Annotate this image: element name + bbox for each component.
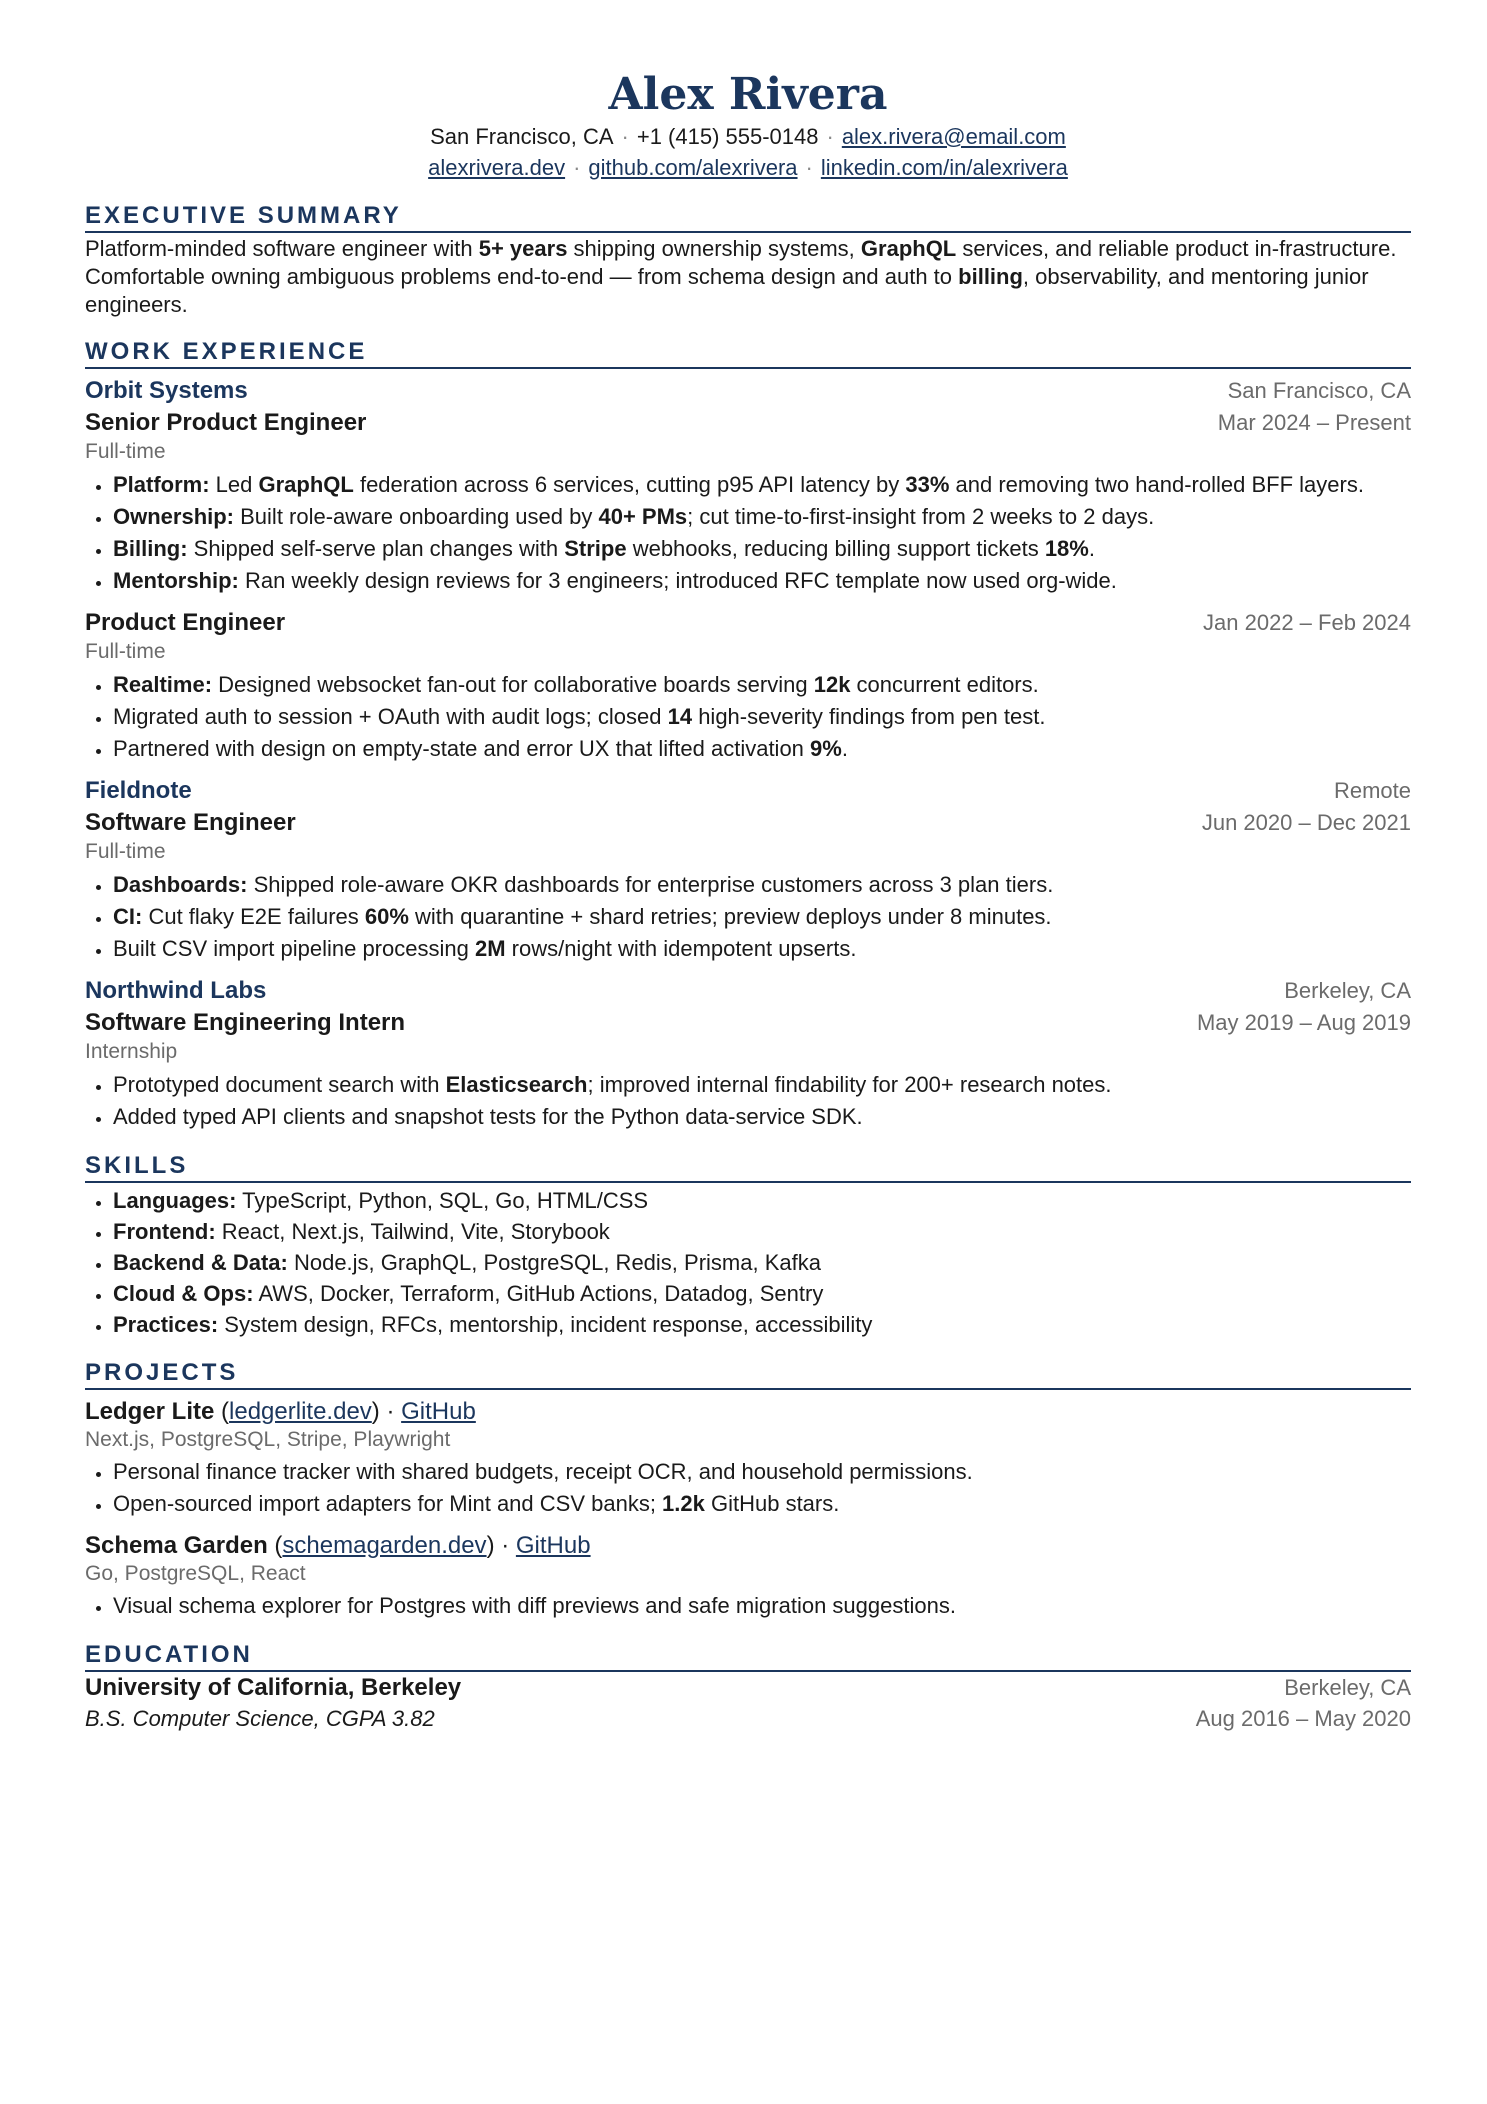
school-name: University of California, Berkeley bbox=[85, 1673, 462, 1701]
job-northwind bbox=[85, 975, 1411, 1133]
section-title-summary: EXECUTIVE SUMMARY bbox=[85, 201, 1411, 233]
list-item bbox=[113, 1069, 1411, 1101]
location: San Francisco, CA bbox=[430, 123, 614, 149]
bullet-bold: 33% bbox=[905, 471, 950, 497]
bullet-label: Ownership: bbox=[113, 503, 235, 529]
section-title-projects: PROJECTS bbox=[85, 1358, 1411, 1390]
bullet-text: Shipped self-serve plan changes with bbox=[187, 535, 565, 561]
linkedin-link[interactable]: linkedin.com/in/alexrivera bbox=[820, 154, 1068, 180]
role-block bbox=[85, 607, 1411, 765]
bullet-list bbox=[85, 669, 1411, 765]
role-dates: Mar 2024 – Present bbox=[1217, 409, 1411, 435]
bullet-text: Personal finance tracker with shared budgets, receipt OCR, and household permissions. bbox=[113, 1458, 973, 1484]
bullet-bold: 9% bbox=[810, 735, 842, 761]
skill-label: Cloud & Ops: bbox=[113, 1280, 254, 1306]
list-item bbox=[113, 669, 1411, 701]
project-title bbox=[85, 1396, 1411, 1428]
contact-line-2 bbox=[85, 152, 1411, 183]
project-github-link[interactable]: GitHub bbox=[401, 1397, 476, 1425]
employment-type: Full-time bbox=[85, 639, 166, 663]
bullet-list bbox=[85, 1456, 1411, 1520]
list-item bbox=[113, 1488, 1411, 1520]
role-row bbox=[85, 407, 1411, 439]
bullet-text: Shipped role-aware OKR dashboards for enterprise customers across 3 plan tiers. bbox=[247, 871, 1054, 897]
bullet-text: with quarantine + shard retries; preview deploys under 8 minutes. bbox=[408, 903, 1052, 929]
role-title: Software Engineering Intern bbox=[85, 1008, 406, 1036]
project-link[interactable]: ledgerlite.dev bbox=[229, 1397, 372, 1425]
separator: · bbox=[621, 123, 629, 149]
degree: B.S. Computer Science, CGPA 3.82 bbox=[85, 1705, 435, 1731]
company-row bbox=[85, 775, 1411, 807]
bullet-text: . bbox=[841, 735, 848, 761]
role-title: Product Engineer bbox=[85, 608, 286, 636]
bullet-text: Cut flaky E2E failures bbox=[142, 903, 365, 929]
separator: · bbox=[573, 154, 581, 180]
bullet-list bbox=[85, 469, 1411, 597]
bullet-text: Designed websocket fan-out for collaborative boards serving bbox=[212, 671, 814, 697]
list-item bbox=[113, 933, 1411, 965]
contact-line-1 bbox=[85, 121, 1411, 152]
role-title: Senior Product Engineer bbox=[85, 408, 367, 436]
paren: ( bbox=[214, 1397, 230, 1425]
bullet-text: Visual schema explorer for Postgres with diff previews and safe migration suggestions. bbox=[113, 1592, 956, 1618]
skill-item bbox=[113, 1309, 1411, 1340]
bullet-text: webhooks, reducing billing support tickets bbox=[626, 535, 1045, 561]
bullet-label: CI: bbox=[113, 903, 143, 929]
bullet-text: Prototyped document search with bbox=[113, 1071, 446, 1097]
skill-value: TypeScript, Python, SQL, Go, HTML/CSS bbox=[236, 1187, 649, 1213]
skill-label: Practices: bbox=[113, 1311, 219, 1337]
summary-bold: 5+ years bbox=[478, 235, 568, 261]
skill-label: Backend & Data: bbox=[113, 1249, 288, 1275]
bullet-label: Mentorship: bbox=[113, 567, 239, 593]
project-tech: Go, PostgreSQL, React bbox=[85, 1561, 306, 1585]
list-item bbox=[113, 733, 1411, 765]
bullet-list bbox=[85, 869, 1411, 965]
separator: · bbox=[805, 154, 813, 180]
bullet-text: Led bbox=[209, 471, 259, 497]
project-title bbox=[85, 1530, 1411, 1562]
company-name: Fieldnote bbox=[85, 776, 192, 804]
company-name: Northwind Labs bbox=[85, 976, 267, 1004]
skill-item bbox=[113, 1185, 1411, 1216]
bullet-text: ; improved internal findability for 200+ research notes. bbox=[587, 1071, 1112, 1097]
bullet-list bbox=[85, 1590, 1411, 1622]
skill-value: AWS, Docker, Terraform, GitHub Actions, Datadog, Sentry bbox=[253, 1280, 824, 1306]
bullet-text: . bbox=[1088, 535, 1095, 561]
bullet-text: concurrent editors. bbox=[850, 671, 1039, 697]
paren: ( bbox=[267, 1531, 283, 1559]
role-row bbox=[85, 607, 1411, 639]
bullet-text: Added typed API clients and snapshot tests for the Python data-service SDK. bbox=[113, 1103, 863, 1129]
bullet-label: Dashboards: bbox=[113, 871, 248, 897]
list-item bbox=[113, 469, 1411, 501]
skill-value: Node.js, GraphQL, PostgreSQL, Redis, Prisma, Kafka bbox=[287, 1249, 821, 1275]
skill-item bbox=[113, 1216, 1411, 1247]
list-item bbox=[113, 533, 1411, 565]
bullet-text: Partnered with design on empty-state and error UX that lifted activation bbox=[113, 735, 811, 761]
bullet-bold: Stripe bbox=[564, 535, 627, 561]
summary-text: Platform-minded software engineer with bbox=[85, 235, 479, 261]
skills-list bbox=[85, 1185, 1411, 1340]
skill-label: Frontend: bbox=[113, 1218, 216, 1244]
role-row bbox=[85, 1007, 1411, 1039]
education-row bbox=[85, 1672, 1411, 1704]
bullet-label: Realtime: bbox=[113, 671, 213, 697]
bullet-label: Billing: bbox=[113, 535, 188, 561]
project-name: Schema Garden bbox=[85, 1531, 268, 1559]
project-link[interactable]: schemagarden.dev bbox=[282, 1531, 487, 1559]
company-name: Orbit Systems bbox=[85, 376, 248, 404]
list-item bbox=[113, 501, 1411, 533]
summary-text: services, and reliable product in-frastructure. Comfortable owning ambiguous problems end-to-end — from schema design and auth to bbox=[85, 235, 1397, 289]
role-dates: Jan 2022 – Feb 2024 bbox=[1203, 609, 1411, 635]
section-title-education: EDUCATION bbox=[85, 1640, 1411, 1672]
employment-type: Internship bbox=[85, 1039, 178, 1063]
bullet-text: Built CSV import pipeline processing bbox=[113, 935, 475, 961]
separator: · bbox=[826, 123, 834, 149]
job-orbit bbox=[85, 375, 1411, 765]
list-item bbox=[113, 1590, 1411, 1622]
role-dates: May 2019 – Aug 2019 bbox=[1196, 1009, 1411, 1035]
bullet-bold: Elasticsearch bbox=[445, 1071, 588, 1097]
list-item bbox=[113, 565, 1411, 597]
skill-item bbox=[113, 1247, 1411, 1278]
job-fieldnote bbox=[85, 775, 1411, 965]
company-location: San Francisco, CA bbox=[1227, 377, 1411, 403]
bullet-bold: 1.2k bbox=[662, 1490, 705, 1516]
email-link[interactable]: alex.rivera@email.com bbox=[841, 123, 1066, 149]
employment-type: Full-time bbox=[85, 839, 166, 863]
list-item bbox=[113, 1101, 1411, 1133]
list-item bbox=[113, 1456, 1411, 1488]
bullet-bold: 18% bbox=[1044, 535, 1089, 561]
bullet-bold: GraphQL bbox=[258, 471, 354, 497]
summary-text: shipping ownership systems, bbox=[567, 235, 861, 261]
paren: ) · bbox=[486, 1531, 516, 1559]
project-tech: Next.js, PostgreSQL, Stripe, Playwright bbox=[85, 1427, 451, 1451]
company-row bbox=[85, 975, 1411, 1007]
role-row bbox=[85, 807, 1411, 839]
resume-page bbox=[85, 70, 1411, 1734]
github-link[interactable]: github.com/alexrivera bbox=[588, 154, 798, 180]
project-schema-garden bbox=[85, 1530, 1411, 1622]
summary-text: , observability, and mentoring junior engineers. bbox=[85, 263, 1369, 317]
bullet-text: Built role-aware onboarding used by bbox=[234, 503, 599, 529]
role-dates: Jun 2020 – Dec 2021 bbox=[1201, 809, 1411, 835]
employment-type: Full-time bbox=[85, 439, 166, 463]
section-title-experience: WORK EXPERIENCE bbox=[85, 337, 1411, 369]
bullet-text: ; cut time-to-first-insight from 2 weeks to 2 days. bbox=[687, 503, 1155, 529]
skill-label: Languages: bbox=[113, 1187, 237, 1213]
role-title: Software Engineer bbox=[85, 808, 296, 836]
bullet-text: Migrated auth to session + OAuth with audit logs; closed bbox=[113, 703, 668, 729]
section-title-skills: SKILLS bbox=[85, 1151, 1411, 1183]
paren: ) · bbox=[371, 1397, 402, 1425]
skill-item bbox=[113, 1278, 1411, 1309]
list-item bbox=[113, 901, 1411, 933]
skills-block bbox=[85, 1185, 1411, 1340]
list-item bbox=[113, 869, 1411, 901]
company-location: Berkeley, CA bbox=[1284, 977, 1411, 1003]
summary-bold: GraphQL bbox=[860, 235, 957, 261]
bullet-bold: 14 bbox=[667, 703, 693, 729]
bullet-bold: 40+ PMs bbox=[598, 503, 688, 529]
school-location: Berkeley, CA bbox=[1284, 1674, 1411, 1700]
project-ledger-lite bbox=[85, 1396, 1411, 1520]
bullet-text: GitHub stars. bbox=[704, 1490, 840, 1516]
bullet-list bbox=[85, 1069, 1411, 1133]
bullet-bold: 2M bbox=[474, 935, 506, 961]
bullet-text: Open-sourced import adapters for Mint and CSV banks; bbox=[113, 1490, 663, 1516]
degree-row bbox=[85, 1704, 1411, 1734]
bullet-text: high-severity findings from pen test. bbox=[692, 703, 1046, 729]
project-github-link[interactable]: GitHub bbox=[515, 1531, 591, 1559]
list-item bbox=[113, 701, 1411, 733]
bullet-text: and removing two hand-rolled BFF layers. bbox=[949, 471, 1364, 497]
company-row bbox=[85, 375, 1411, 407]
candidate-name: Alex Rivera bbox=[608, 69, 888, 120]
bullet-text: federation across 6 services, cutting p95 API latency by bbox=[353, 471, 906, 497]
bullet-bold: 60% bbox=[364, 903, 409, 929]
bullet-bold: 12k bbox=[813, 671, 851, 697]
phone: +1 (415) 555-0148 bbox=[636, 123, 819, 149]
skill-value: React, Next.js, Tailwind, Vite, Storybook bbox=[215, 1218, 610, 1244]
company-location: Remote bbox=[1333, 777, 1411, 803]
bullet-text: rows/night with idempotent upserts. bbox=[505, 935, 857, 961]
skill-value: System design, RFCs, mentorship, incident response, accessibility bbox=[218, 1311, 873, 1337]
website-link[interactable]: alexrivera.dev bbox=[428, 154, 566, 180]
bullet-label: Platform: bbox=[113, 471, 210, 497]
education-dates: Aug 2016 – May 2020 bbox=[1195, 1705, 1411, 1731]
summary-paragraph bbox=[85, 235, 1411, 319]
bullet-text: Ran weekly design reviews for 3 engineers; introduced RFC template now used org-wide. bbox=[238, 567, 1117, 593]
project-name: Ledger Lite bbox=[85, 1397, 215, 1425]
summary-bold: billing bbox=[958, 263, 1023, 289]
